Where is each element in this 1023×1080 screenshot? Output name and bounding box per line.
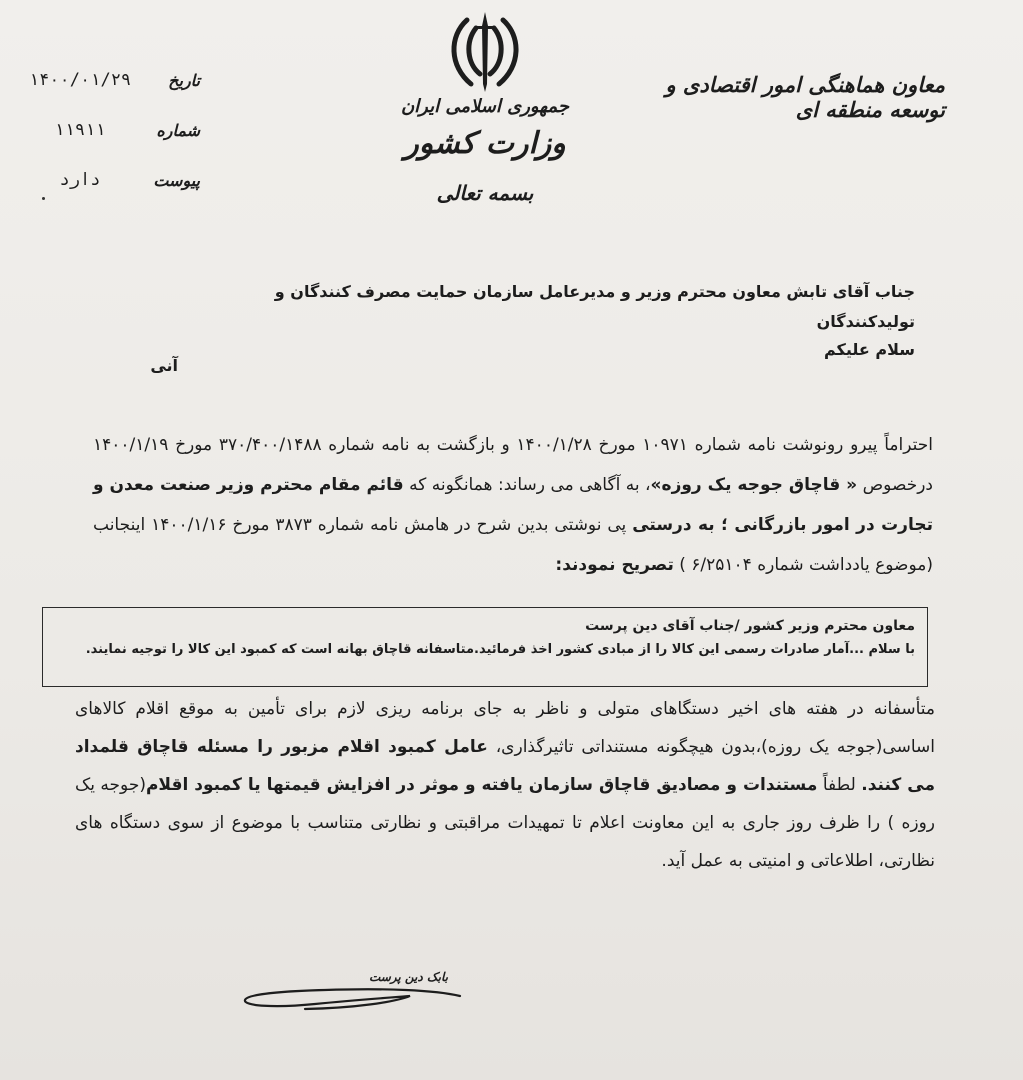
date-label: تاریخ [168,70,200,90]
p1-stated: تصریح نمودند: [555,555,674,575]
signer-name: بابک دین پرست [368,970,448,984]
ink-speck [42,197,45,200]
p2-request: مستندات و مصادیق قاچاق سازمان یافته و موثر در افزایش قیمتها یا کمبود اقلام [145,775,818,795]
date-row [20,55,200,105]
p2-please: لطفاً [822,775,856,795]
ministry-title: وزارت کشور [404,126,566,161]
signature-icon [235,976,465,1016]
p2-part-e: (جوجه یک روزه ) را ظرف روز جاری به این معاونت اعلام تا تمهیدات مراقبتی و نظارتی متناسب با موضوع از سوی دستگاه های نظارتی، اطلاعاتی و امنیتی به عمل آید. [75,775,935,871]
attachment-label: پیوست [153,170,200,190]
quote-line-1: معاون محترم وزیر کشور /جناب آقای دین پرست [585,618,915,634]
iran-emblem-icon [445,10,525,94]
paragraph-2 [75,690,935,880]
paragraph-1 [93,425,933,585]
p2-claim: عامل کمبود اقلام مزبور را مسئله قاچاق قلمداد می کنند. [75,737,936,795]
p1-official: قائم مقام محترم وزیر صنعت معدن و تجارت در امور بازرگانی ؛ به درستی [93,475,933,535]
org-title: معاون هماهنگی امور اقتصادی و توسعه منطقه ای [665,72,945,122]
letterhead [380,92,590,205]
greeting: سلام علیکم [823,340,915,359]
attachment-value: دارد [59,170,101,190]
attachment-row [20,155,200,205]
p1-part-e: پی نوشتی بدین شرح در هامش نامه شماره ۳۸۷۳ مورخ ۱۴۰۰/۱/۱۶ اینجانب (موضوع یادداشت شماره ۶/۲۵۱۰۴ ) [93,515,933,575]
p1-part-c: ، به آگاهی می رساند: همانگونه که [409,475,651,495]
letter-meta [20,55,200,205]
republic-title: جمهوری اسلامی ایران [400,96,570,117]
number-value: ۱۱۹۱۱ [54,120,106,140]
urgency-note: آنی [150,356,178,375]
p1-subject: « قاچاق جوجه یک روزه» [650,475,858,495]
recipient-line: جناب آقای تابش معاون محترم وزیر و مدیرعامل سازمان حمایت مصرف کنندگان و تولیدکنندگان [274,282,915,331]
date-value: ۱۴۰۰/۰۱/۲۹ [28,70,132,90]
basmala: بسمه تعالی [436,181,534,205]
quoted-note [42,607,928,687]
p1-part-a: احتراماً پیرو رونوشت نامه شماره ۱۰۹۷۱ مورخ ۱۴۰۰/۱/۲۸ و بازگشت به نامه شماره ۳۷۰/۴۰۰/۱۴۸۸ مورخ ۱۴۰۰/۱/۱۹ درخصوص [93,435,933,495]
number-label: شماره [156,120,200,140]
number-row [20,105,200,155]
quote-line-2: با سلام ...آمار صادرات رسمی این کالا را از مبادی کشور اخذ فرمائید.متاسفانه قاچاق بهانه است که کمبود این کالا را توجیه نمایند. [85,642,915,657]
p2-part-a: متأسفانه در هفته های اخیر دستگاهای متولی و ناظر به جای برنامه ریزی لازم برای تأمین به موقع اقلام کالاهای اساسی(جوجه یک روزه)،بدون هیچگونه مستنداتی تاثیرگذاری، [75,699,935,757]
